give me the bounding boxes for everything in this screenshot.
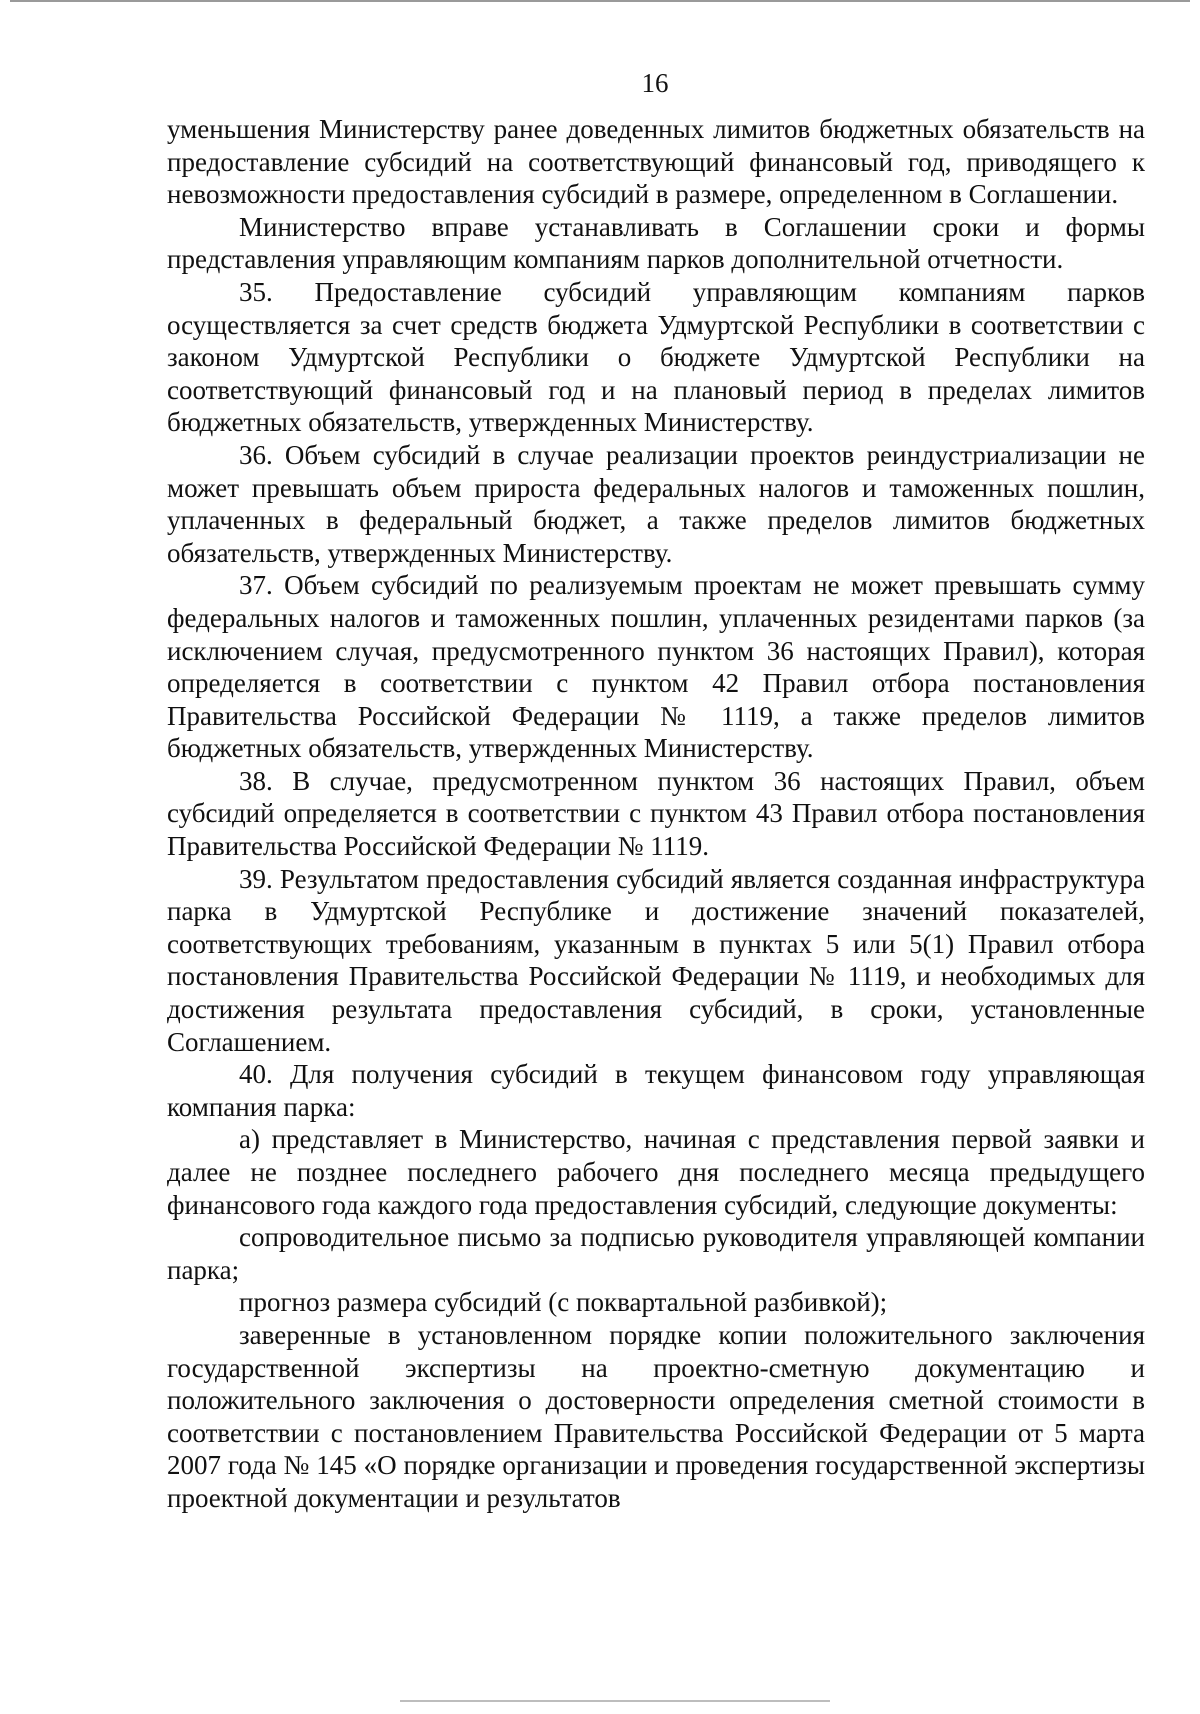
paragraph-cover-letter: сопроводительное письмо за подписью руководителя управляющей компании парка;: [167, 1222, 1145, 1285]
paragraph-clause-39: 39. Результатом предоставления субсидий является созданная инфраструктура парка в Удмуртской Республике и достижение значений показателей, соответствующих требованиям, указанным в пунктах 5 или 5(1) Правил отбора постановления Правительства Российской Федерации № 1119, и необходимых для достижения результата предоставления субсидий, в сроки, установленные Соглашением.: [167, 863, 1145, 1057]
paragraph-expertise-copies: заверенные в установленном порядке копии положительного заключения государственной экспертизы на проектно-сметную документацию и положительного заключения о достоверности определения сметной стоимости в соответствии с постановлением Правительства Российской Федерации от 5 марта 2007 года № 145 «О порядке организации и проведения государственной экспертизы проектной документации и результатов: [167, 1319, 1145, 1513]
paragraph-clause-37: 37. Объем субсидий по реализуемым проектам не может превышать сумму федеральных налогов и таможенных пошлин, уплаченных резидентами парков (за исключением случая, предусмотренного пунктом 36 настоящих Правил), которая определяется в соответствии с пунктом 42 Правил отбора постановления Правительства Российской Федерации № 1119, а также пределов лимитов бюджетных обязательств, утвержденных Министерству.: [167, 570, 1145, 764]
paragraph-ministry-reporting: Министерство вправе устанавливать в Соглашении сроки и формы представления управляющим компаниям парков дополнительной отчетности.: [167, 211, 1145, 275]
page-number: 16: [641, 68, 669, 98]
paragraph-subclause-a: а) представляет в Министерство, начиная с представления первой заявки и далее не позднее последнего рабочего дня последнего месяца предыдущего финансового года каждого года предоставления субсидий, следующие документы:: [167, 1124, 1145, 1220]
paragraph-clause-35: 35. Предоставление субсидий управляющим компаниям парков осуществляется за счет средств бюджета Удмуртской Республики в соответствии с законом Удмуртской Республики о бюджете Удмуртской Республики на соответствующий финансовый год и на плановый период в пределах лимитов бюджетных обязательств, утвержденных Министерству.: [167, 276, 1145, 438]
paragraph-clause-40: 40. Для получения субсидий в текущем финансовом году управляющая компания парка:: [167, 1059, 1145, 1122]
bottom-edge-line: [400, 1700, 830, 1702]
document-body: [167, 113, 1145, 1515]
paragraph-clause-36: 36. Объем субсидий в случае реализации проектов реиндустриализации не может превышать объем прироста федеральных налогов и таможенных пошлин, уплаченных в федеральный бюджет, а также пределов лимитов бюджетных обязательств, утвержденных Министерству.: [167, 439, 1145, 568]
top-edge-line: [10, 0, 1190, 2]
paragraph-continuation: уменьшения Министерству ранее доведенных лимитов бюджетных обязательств на предоставление субсидий на соответствующий финансовый год, приводящего к невозможности предоставления субсидий в размере, определенном в Соглашении.: [167, 114, 1145, 210]
paragraph-subsidy-forecast: прогноз размера субсидий (с поквартальной разбивкой);: [239, 1287, 888, 1318]
paragraph-clause-38: 38. В случае, предусмотренном пунктом 36 настоящих Правил, объем субсидий определяется в соответствии с пунктом 43 Правил отбора постановления Правительства Российской Федерации № 1119.: [167, 765, 1145, 862]
